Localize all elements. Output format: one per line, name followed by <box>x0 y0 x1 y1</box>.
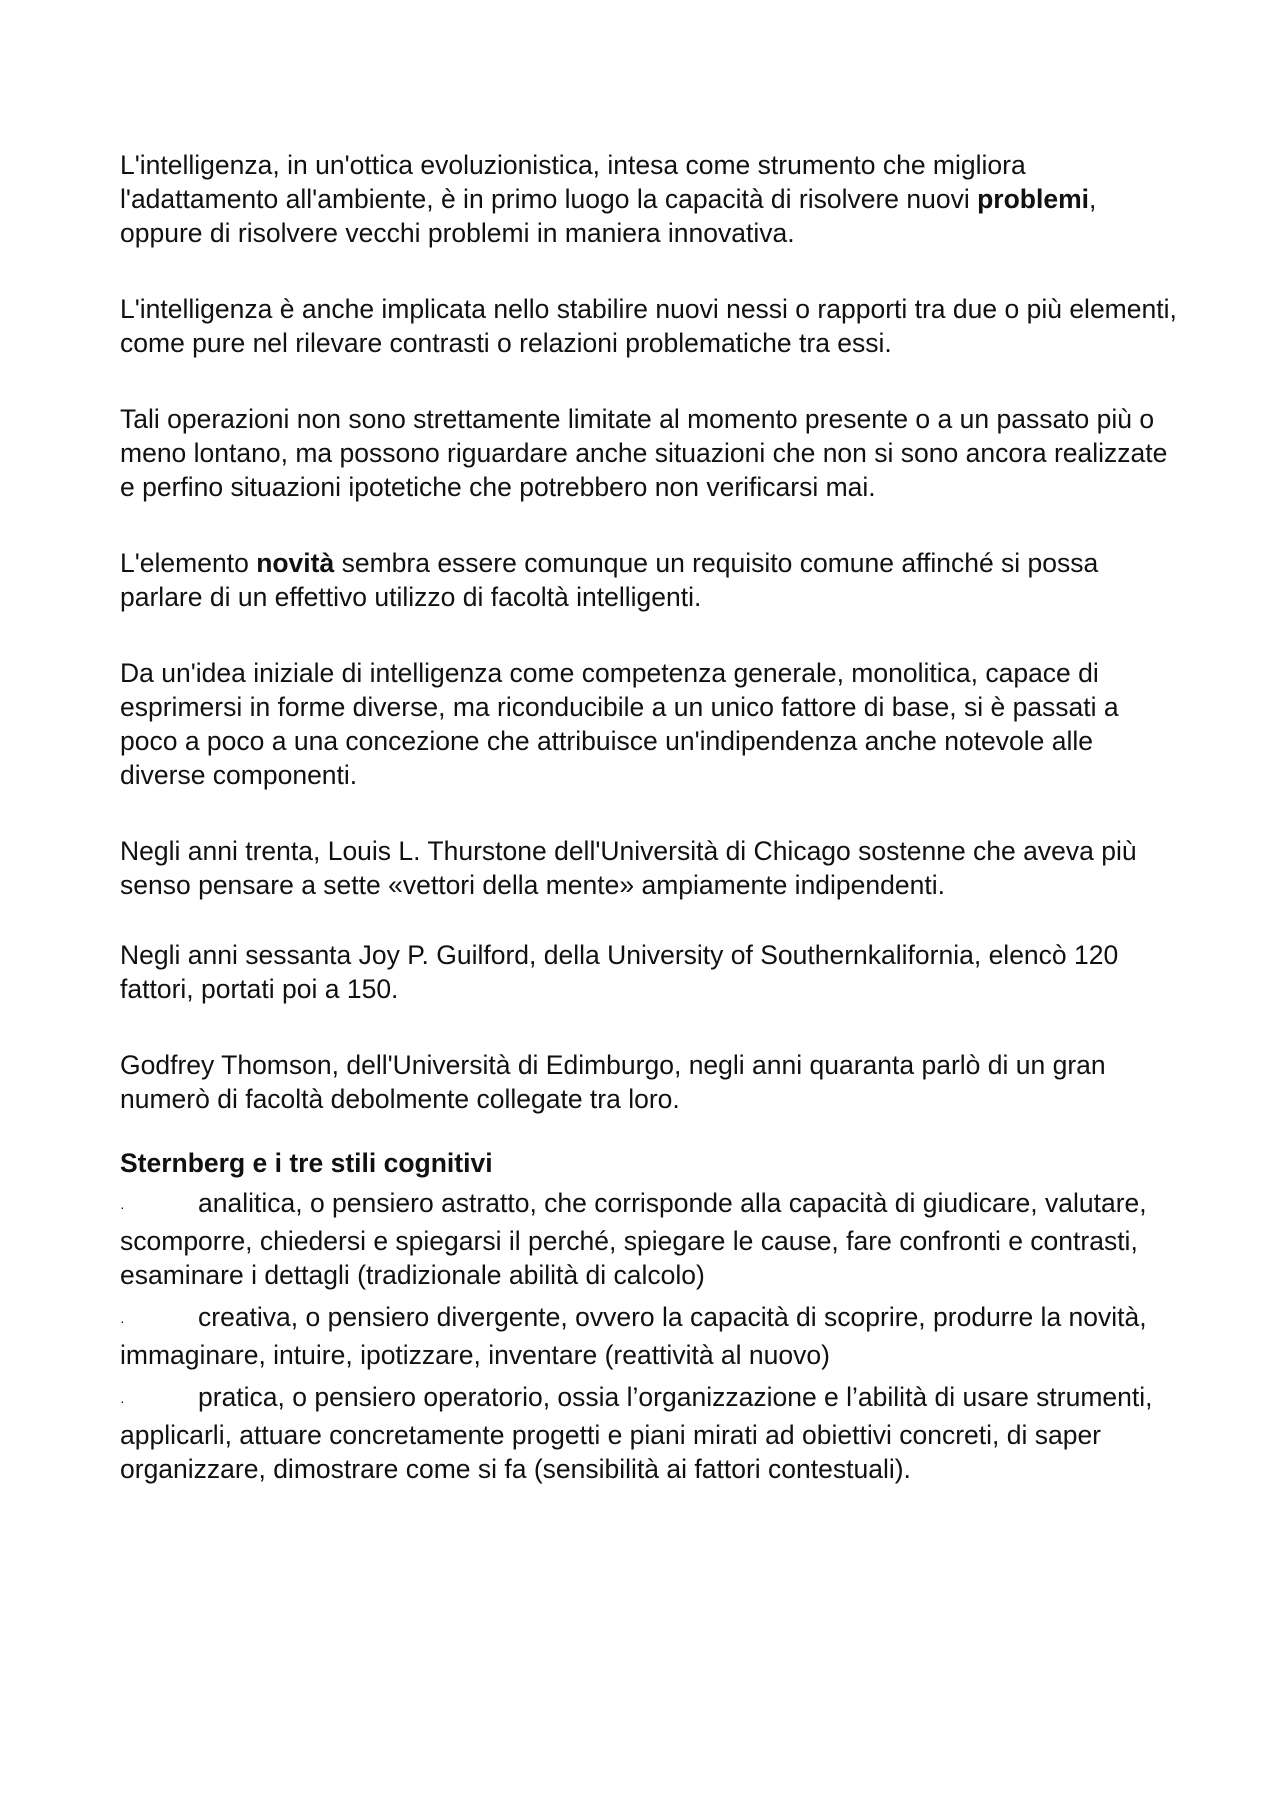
bullet-marker: · <box>120 1199 125 1215</box>
bold-term-novita: novità <box>256 548 335 578</box>
bullet-marker: · <box>120 1313 125 1329</box>
section-heading: Sternberg e i tre stili cognitivi <box>120 1148 493 1178</box>
paragraph-monolithic-idea: Da un'idea iniziale di intelligenza come competenza generale, monolitica, capace di esprimersi in forme diverse, ma riconducibile a un unico fattore di base, si è passati a poco a poco a una concezione che attribuisce un'indipendenza anche notevole alle diverse componenti. <box>120 658 1119 790</box>
list-item-creativa: · creativa, o pensiero divergente, ovvero la capacità di scoprire, produrre la novità, immaginare, intuire, ipotizzare, inventare (reattività al nuovo) <box>120 1302 1147 1370</box>
list-item-pratica: · pratica, o pensiero operatorio, ossia l’organizzazione e l’abilità di usare strumenti, applicarli, attuare concretamente progetti e piani mirati ad obiettivi concreti, di saper organizzare, dimostrare come si fa (sensibilità ai fattori contestuali). <box>120 1382 1153 1484</box>
paragraph-connections: L'intelligenza è anche implicata nello stabilire nuovi nessi o rapporti tra due o più elementi, come pure nel rilevare contrasti o relazioni problematiche tra essi. <box>120 294 1177 358</box>
paragraph-thurstone: Negli anni trenta, Louis L. Thurstone dell'Università di Chicago sostenne che aveva più senso pensare a sette «vettori della mente» ampiamente indipendenti. <box>120 836 1137 900</box>
paragraph-intelligence-definition: L'intelligenza, in un'ottica evoluzionistica, intesa come strumento che migliora l'adattamento all'ambiente, è in primo luogo la capacità di risolvere nuovi problemi, oppure di risolvere vecchi problemi in maniera innovativa. <box>120 150 1097 248</box>
bold-term-problemi: problemi <box>977 184 1090 214</box>
document-page <box>120 148 1180 1494</box>
list-item-analitica: · analitica, o pensiero astratto, che corrisponde alla capacità di giudicare, valutare, scomporre, chiedersi e spiegarsi il perché, spiegare le cause, fare confronti e contrasti, esaminare i dettagli (tradizionale abilità di calcolo) <box>120 1188 1147 1290</box>
paragraph-guilford: Negli anni sessanta Joy P. Guilford, della University of Southernkalifornia, elencò 120 fattori, portati poi a 150. <box>120 940 1119 1004</box>
paragraph-time-scope: Tali operazioni non sono strettamente limitate al momento presente o a un passato più o meno lontano, ma possono riguardare anche situazioni che non si sono ancora realizzate e perfino situazioni ipotetiche che potrebbero non verificarsi mai. <box>120 404 1168 502</box>
paragraph-thomson: Godfrey Thomson, dell'Università di Edimburgo, negli anni quaranta parlò di un gran numerò di facoltà debolmente collegate tra loro. <box>120 1050 1106 1114</box>
bullet-marker: · <box>120 1393 125 1409</box>
paragraph-novelty: L'elemento novità sembra essere comunque un requisito comune affinché si possa parlare di un effettivo utilizzo di facoltà intelligenti. <box>120 548 1099 612</box>
